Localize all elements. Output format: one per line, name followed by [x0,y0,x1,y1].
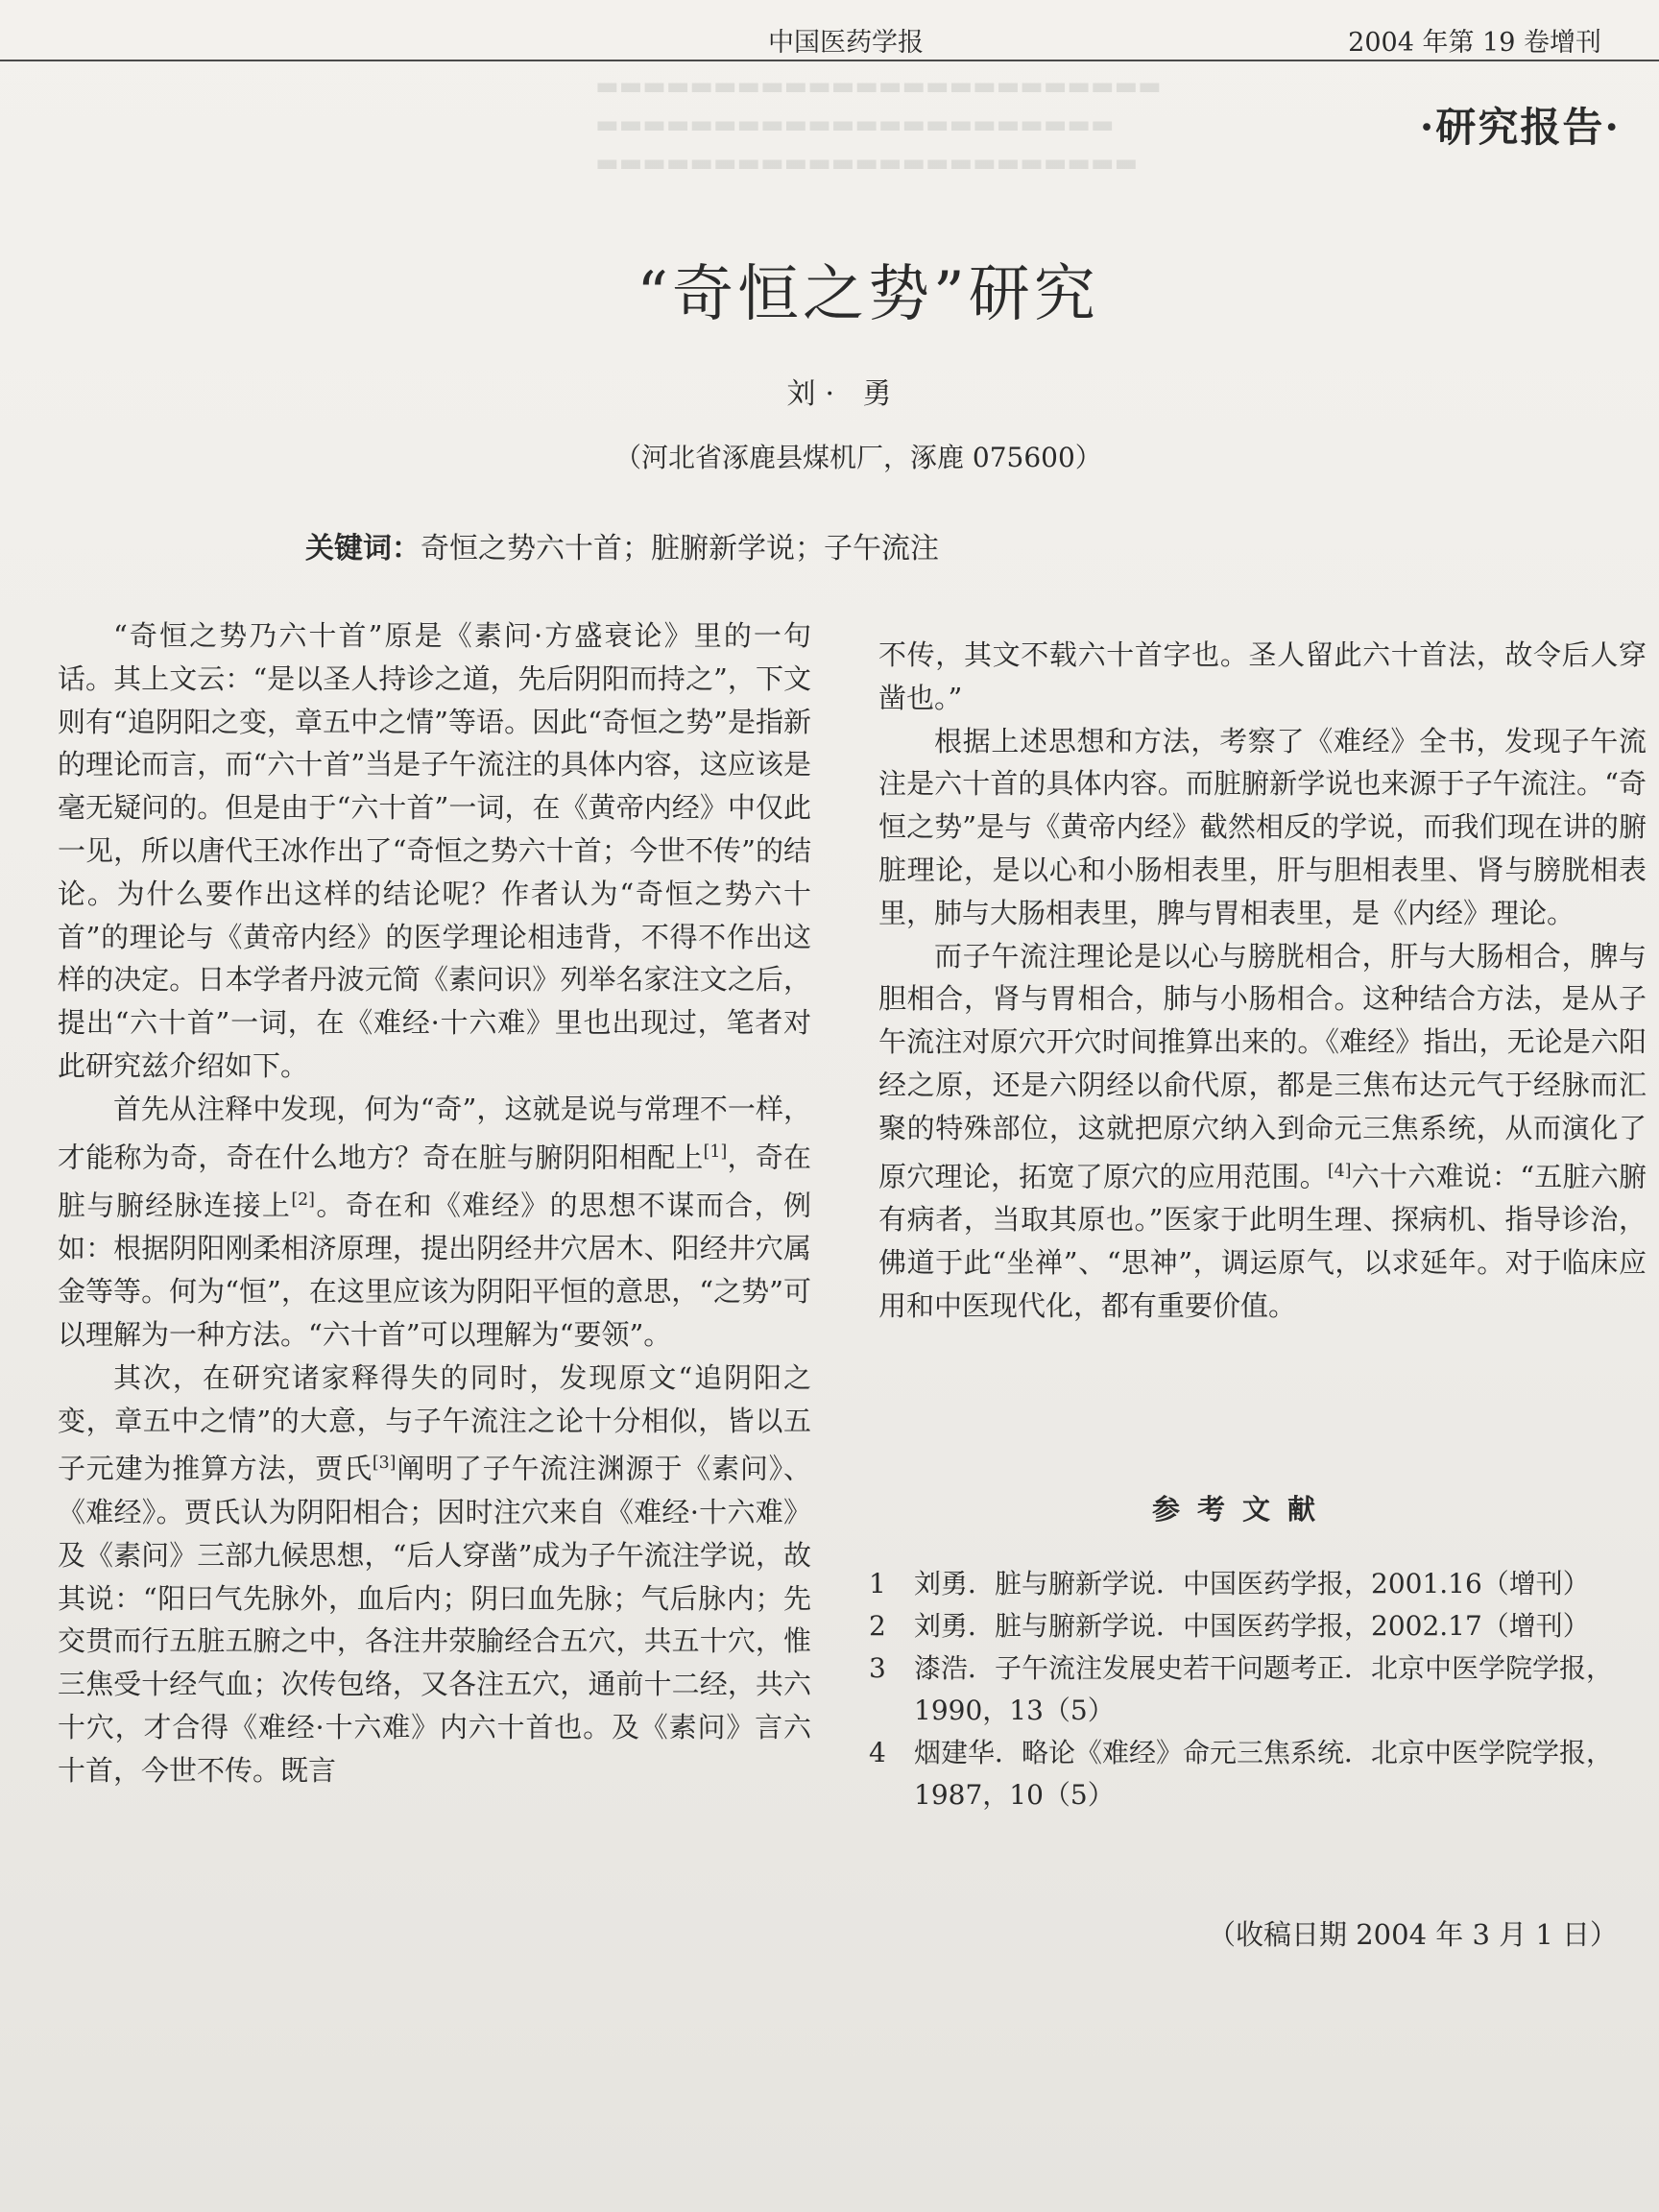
body-paragraph [878,935,1647,1328]
text-run: 六十六难说：“五脏六腑有病者，当取其原也。”医家于此明生理、探病机、指导诊治，佛道于此“坐禅”、“思神”，调运原气，以求延年。对于临床应用和中医现代化，都有重要价值。 [878,1160,1647,1322]
reference-item [869,1605,1656,1647]
reference-text: 刘勇．脏与腑新学说．中国医药学报，2002.17（增刊） [914,1610,1590,1642]
body-paragraph: “奇恒之势乃六十首”原是《素问·方盛衰论》里的一句话。其上文云：“是以圣人持诊之道，先后阴阳而持之”，下文则有“追阴阳之变，章五中之情”等语。因此“奇恒之势”是指新的理论而言，而“六十首”当是子午流注的具体内容，这应该是毫无疑问的。但是由于“六十首”一词，在《黄帝内经》中仅此一见，所以唐代王冰作出了“奇恒之势六十首；今世不传”的结论。为什么要作出这样的结论呢？作者认为“奇恒之势六十首”的理论与《黄帝内经》的医学理论相违背，不得不作出这样的决定。日本学者丹波元简《素问识》列举名家注文之后，提出“六十首”一词，在《难经·十六难》里也出现过，笔者对此研究兹介绍如下。 [58,619,811,1082]
reference-text: 烟建华．略论《难经》命元三焦系统．北京中医学院学报，1987，10（5） [914,1737,1614,1811]
keywords-label: 关键词： [305,532,421,565]
reference-text: 刘勇．脏与腑新学说．中国医药学报，2001.16（增刊） [914,1568,1590,1599]
body-paragraph [58,1088,811,1357]
reference-number: 2 [869,1610,886,1642]
reference-item [869,1647,1656,1732]
text-run: 首先从注释中发现，何为“奇”，这就是说与常理不一样，才能称为奇，奇在什么地方？奇在脏与腑阴阳相配上 [58,1092,811,1174]
citation-mark: [2] [291,1190,315,1211]
section-label: ·研究报告· [1419,104,1621,151]
article-title: “奇恒之势”研究 [637,259,1099,330]
reference-number: 1 [869,1568,886,1599]
issue-info: 2004 年第 19 卷增刊 [1348,28,1601,58]
keywords-line [305,524,939,566]
received-date: （收稿日期 2004 年 3 月 1 日） [1208,1918,1619,1951]
reference-item [869,1732,1656,1816]
text-run: ，奇在脏与腑经脉连接上 [58,1141,811,1222]
reference-number: 4 [869,1737,886,1768]
reference-item [869,1563,1656,1605]
text-run: 而子午流注理论是以心与膀胱相合，肝与大肠相合，脾与胆相合，肾与胃相合，肺与小肠相合。这种结合方法，是从子午流注对原穴开穴时间推算出来的。《难经》指出，无论是六阳经之原，还是六阴经以俞代原，都是三焦布达元气于经脉而汇聚的特殊部位，这就把原穴纳入到命元三焦系统，从而演化了原穴理论，拓宽了原穴的应用范围。 [878,939,1647,1193]
citation-mark: [1] [703,1142,728,1162]
reference-number: 3 [869,1652,886,1684]
body-paragraph: 根据上述思想和方法，考察了《难经》全书，发现子午流注是六十首的具体内容。而脏腑新学说也来源于子午流注。“奇恒之势”是与《黄帝内经》截然相反的学说，而我们现在讲的腑脏理论，是以心和小肠相表里，肝与胆相表里、肾与膀胱相表里，肺与大肠相表里，脾与胃相表里，是《内经》理论。 [878,724,1647,929]
right-column [878,634,1647,1327]
references-heading: 参考文献 [1152,1493,1334,1526]
citation-mark: [3] [372,1454,397,1474]
author-name: 刘· 勇 [786,377,902,411]
body-paragraph [58,1357,811,1792]
body-paragraph: 不传，其文不载六十首字也。圣人留此六十首法，故令后人穿凿也。” [878,638,1647,714]
keywords-text: 奇恒之势六十首；脏腑新学说；子午流注 [421,532,939,565]
reference-text: 漆浩．子午流注发展史若干问题考正．北京中医学院学报，1990，13（5） [914,1652,1614,1726]
citation-mark: [4] [1327,1161,1352,1181]
header-rule [0,60,1659,61]
left-column [58,614,811,1791]
references-list [869,1563,1656,1816]
text-run: 。奇在和《难经》的思想不谋而合，例如：根据阴阳刚柔相济原理，提出阴经井穴居木、阳经井穴属金等等。何为“恒”，在这里应该为阴阳平恒的意思，“之势”可以理解为一种方法。“六十首”可以理解为“要领”。 [58,1189,811,1352]
text-run: 其次，在研究诸家释得失的同时，发现原文“追阴阳之变，章五中之情”的大意，与子午流注之论十分相似，皆以五子元建为推算方法，贾氏 [58,1360,811,1486]
journal-name: 中国医药学报 [768,28,924,58]
text-run: 阐明了子午流注渊源于《素问》、《难经》。贾氏认为阴阳相合；因时注穴来自《难经·十六难》及《素问》三部九候思想，“后人穿凿”成为子午流注学说，故其说：“阳曰气先脉外，血后内；阴曰血先脉；气后脉内；先交贯而行五脏五腑之中，各注井荥腧经合五穴，共五十穴，惟三焦受十经气血；次传包络，又各注五穴，通前十二经，共六十穴，才合得《难经·十六难》内六十首也。及《素问》言六十首，今世不传。既言 [58,1453,811,1787]
author-affiliation: （河北省涿鹿县煤机厂，涿鹿 075600） [614,442,1102,473]
